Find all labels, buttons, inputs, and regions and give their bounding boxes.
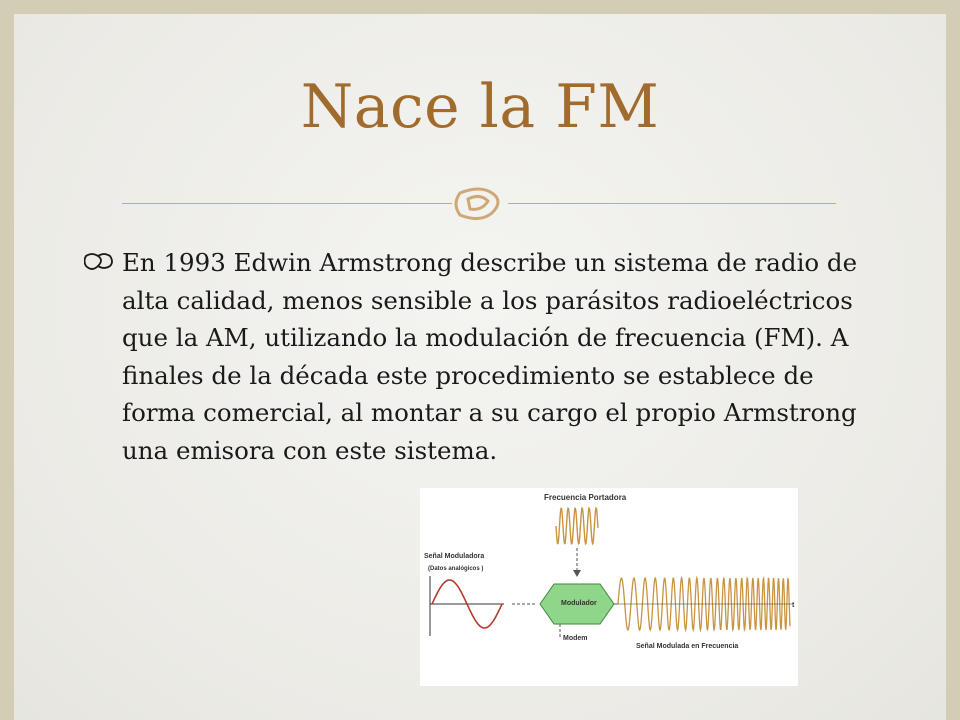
title-divider-left (122, 203, 452, 204)
output-label: Señal Modulada en Frecuencia (636, 643, 739, 650)
modulator-label: Modulador (561, 600, 597, 607)
carrier-arrow-head (573, 570, 581, 577)
carrier-wave (556, 508, 598, 544)
time-label: t (792, 602, 795, 609)
bullet-text: En 1993 Edwin Armstrong describe un sistema de radio de alta calidad, menos sensible a los parásitos radioeléctricos que la AM, utilizando la modulación de frecuencia (FM). A finales de la década este procedimiento se establece de forma comercial, al montar a su cargo el propio Armstrong una emisora con este sistema. (122, 248, 858, 465)
title-divider-right (508, 203, 836, 204)
slide-title: Nace la FM (300, 72, 660, 142)
modem-label: Modem (563, 635, 588, 642)
modulating-label: Señal Moduladora (424, 553, 485, 560)
bullet-icon (84, 252, 114, 272)
modulating-sublabel: (Datos analógicos ) (428, 566, 484, 572)
fm-modulation-diagram (420, 488, 798, 686)
ornament-icon (452, 183, 508, 225)
carrier-label: Frecuencia Portadora (544, 493, 627, 502)
